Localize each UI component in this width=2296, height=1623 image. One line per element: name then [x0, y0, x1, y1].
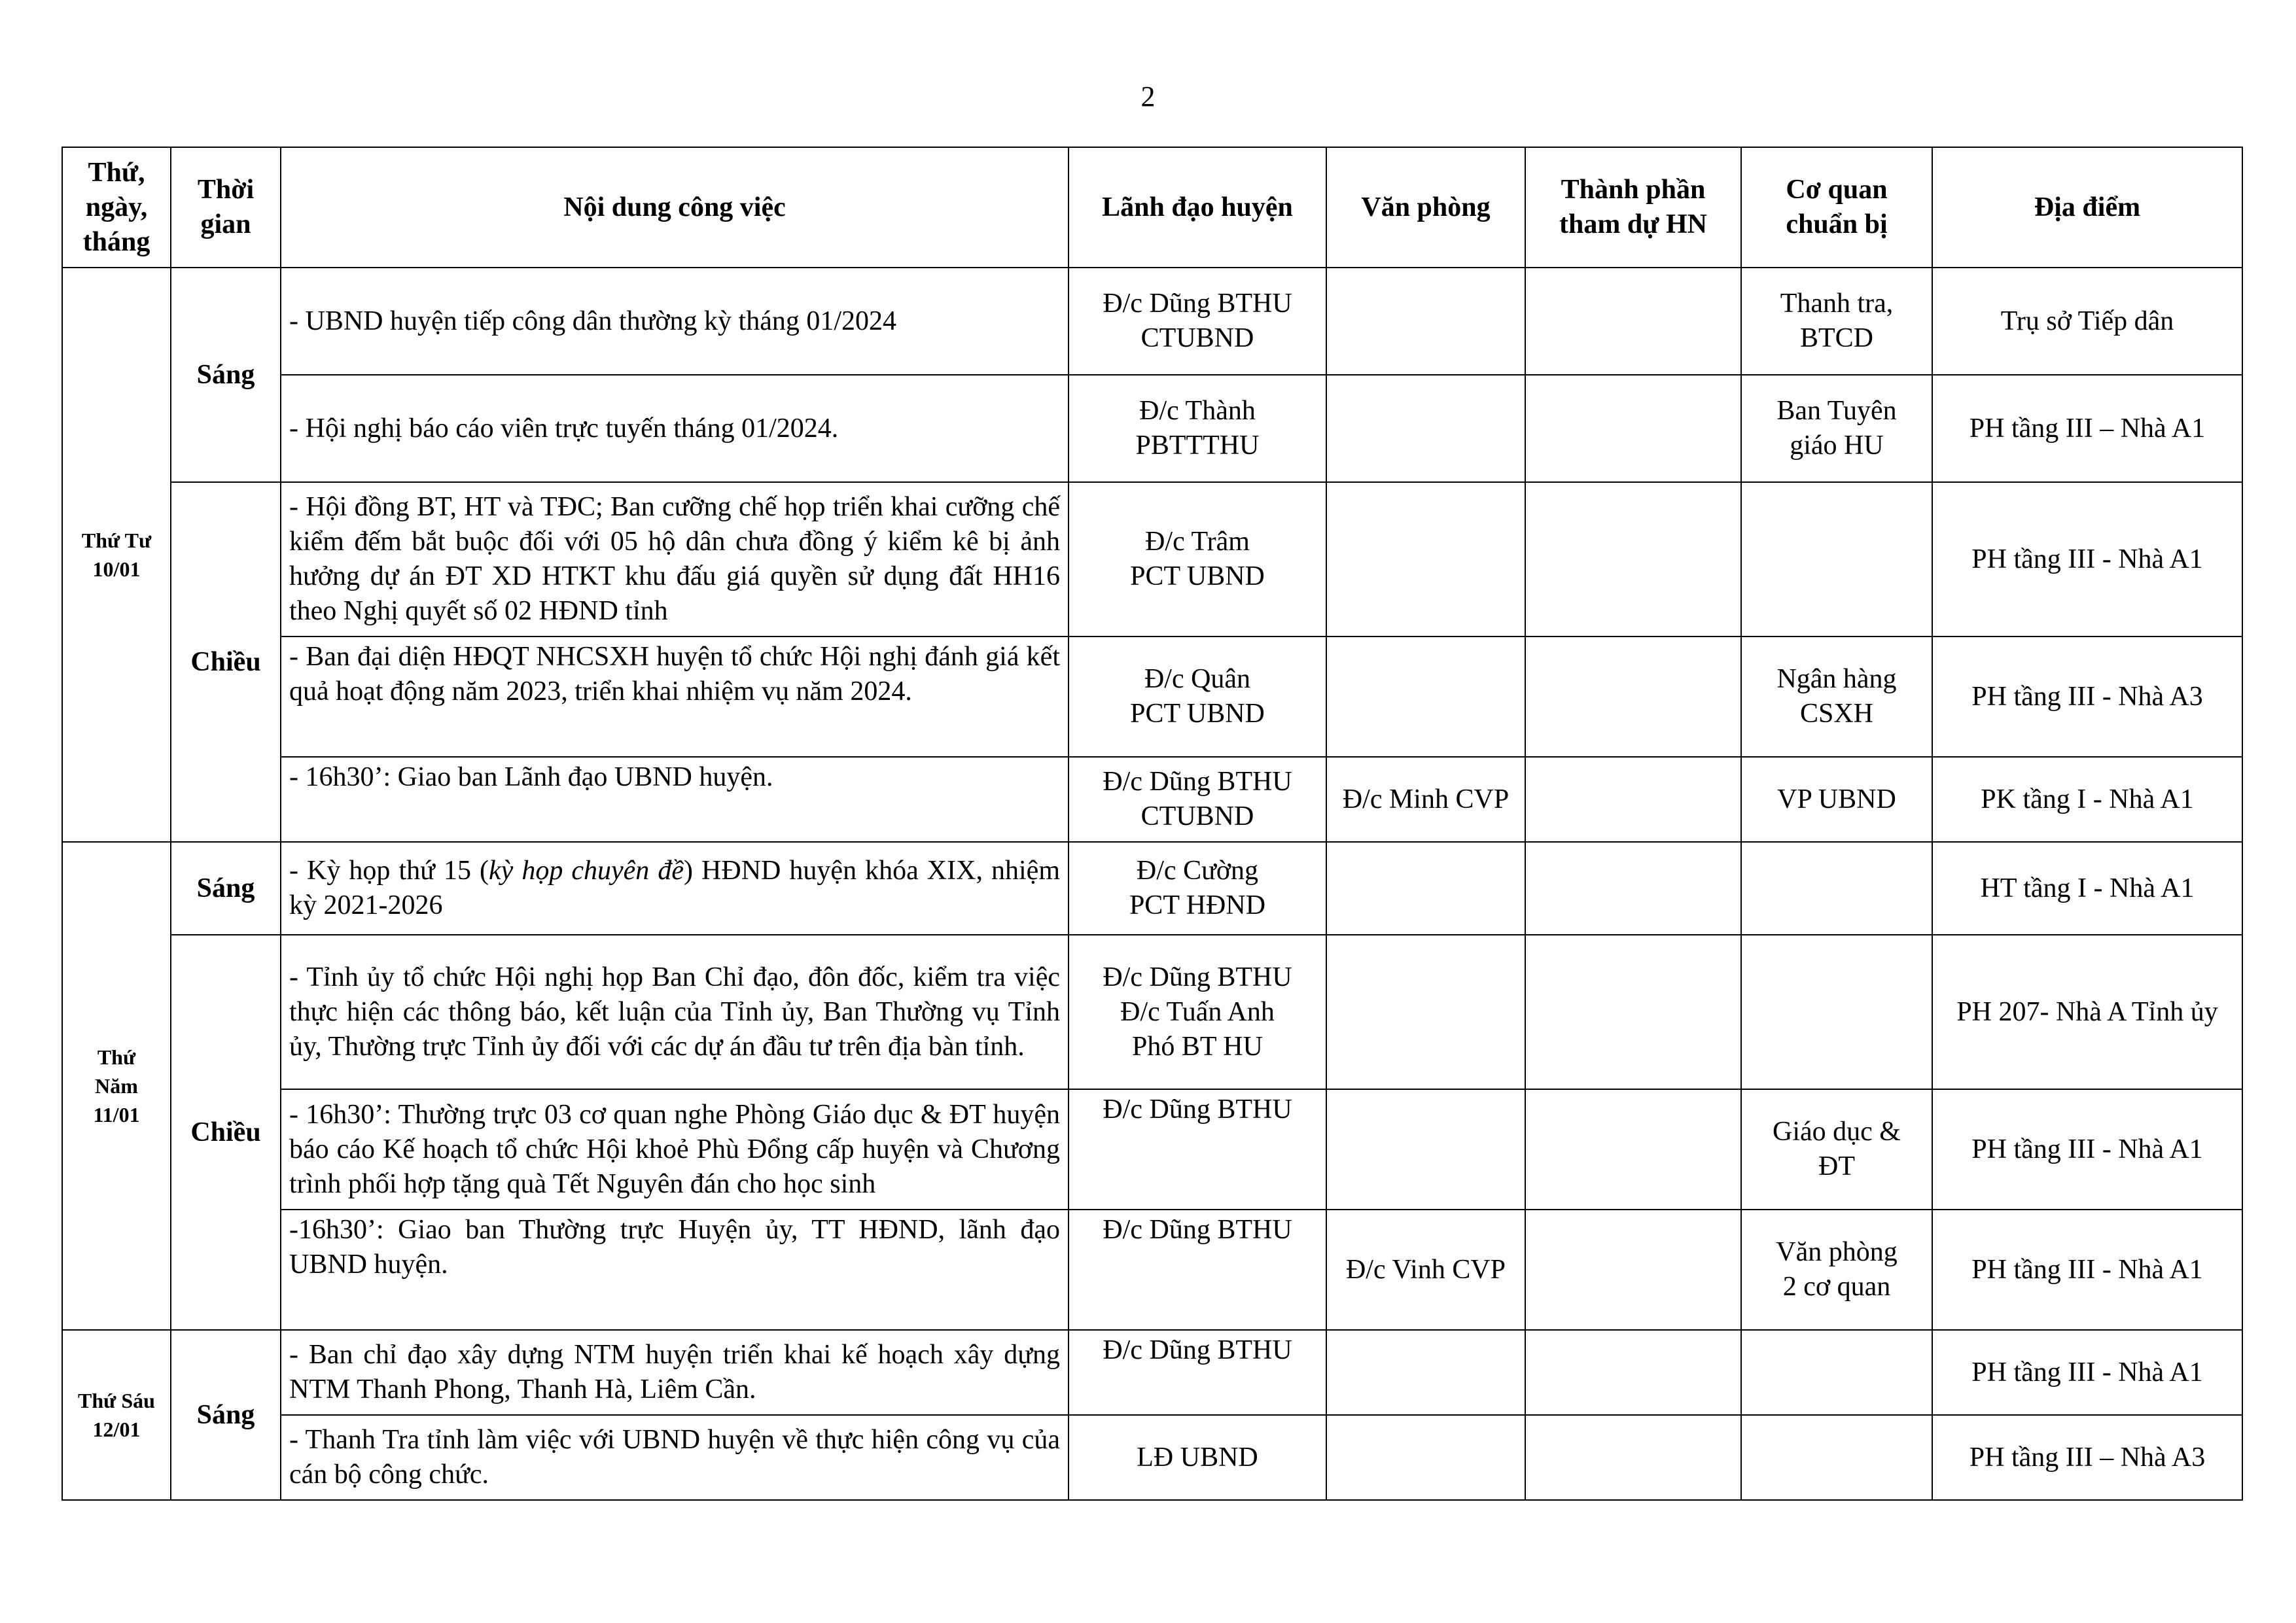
participants-cell	[1525, 268, 1741, 375]
content-cell: - UBND huyện tiếp công dân thường kỳ tháng 01/2024	[281, 268, 1069, 375]
prep-cell	[1741, 842, 1932, 935]
leader-cell: Đ/c Cường PCT HĐND	[1069, 842, 1326, 935]
table-row	[62, 268, 2242, 375]
weekly-schedule-table	[62, 147, 2243, 1501]
participants-cell	[1525, 1210, 1741, 1330]
leader-cell: Đ/c Dũng BTHU CTUBND	[1069, 757, 1326, 842]
header-location: Địa điểm	[1932, 147, 2242, 268]
office-cell: Đ/c Minh CVP	[1326, 757, 1525, 842]
period-afternoon: Chiều	[171, 935, 281, 1330]
location-cell: PH 207- Nhà A Tỉnh ủy	[1932, 935, 2242, 1089]
leader-cell: Đ/c Dũng BTHU CTUBND	[1069, 268, 1326, 375]
prep-cell	[1741, 1330, 1932, 1415]
location-cell: Trụ sở Tiếp dân	[1932, 268, 2242, 375]
header-day: Thứ, ngày, tháng	[62, 147, 171, 268]
content-cell: - Tỉnh ủy tổ chức Hội nghị họp Ban Chỉ đạo, đôn đốc, kiểm tra việc thực hiện các thông báo, kết luận của Tỉnh ủy, Ban Thường vụ Tỉnh ủy, Thường trực Tỉnh ủy đối với các dự án đầu tư trên địa bàn tỉnh.	[281, 935, 1069, 1089]
location-cell: PH tầng III - Nhà A1	[1932, 482, 2242, 637]
participants-cell	[1525, 637, 1741, 757]
prep-cell: Thanh tra, BTCD	[1741, 268, 1932, 375]
day-cell-fri: Thứ Sáu 12/01	[62, 1330, 171, 1500]
table-row	[62, 1415, 2242, 1500]
participants-cell	[1525, 1330, 1741, 1415]
content-cell: - Hội nghị báo cáo viên trực tuyến tháng 01/2024.	[281, 375, 1069, 482]
prep-cell	[1741, 1415, 1932, 1500]
office-cell	[1326, 375, 1525, 482]
header-participants: Thành phần tham dự HN	[1525, 147, 1741, 268]
office-cell	[1326, 1330, 1525, 1415]
period-morning: Sáng	[171, 842, 281, 935]
table-row	[62, 1089, 2242, 1210]
day-cell-wed: Thứ Tư 10/01	[62, 268, 171, 842]
participants-cell	[1525, 1089, 1741, 1210]
day-cell-thu: Thứ Năm 11/01	[62, 842, 171, 1330]
participants-cell	[1525, 935, 1741, 1089]
prep-cell	[1741, 482, 1932, 637]
leader-cell: Đ/c Quân PCT UBND	[1069, 637, 1326, 757]
office-cell	[1326, 268, 1525, 375]
location-cell: PH tầng III - Nhà A1	[1932, 1330, 2242, 1415]
leader-cell: Đ/c Thành PBTTTHU	[1069, 375, 1326, 482]
header-prep: Cơ quan chuẩn bị	[1741, 147, 1932, 268]
location-cell: PH tầng III – Nhà A3	[1932, 1415, 2242, 1500]
content-cell: -16h30’: Giao ban Thường trực Huyện ủy, TT HĐND, lãnh đạo UBND huyện.	[281, 1210, 1069, 1330]
period-morning: Sáng	[171, 268, 281, 482]
prep-cell: Ngân hàng CSXH	[1741, 637, 1932, 757]
leader-cell: LĐ UBND	[1069, 1415, 1326, 1500]
office-cell	[1326, 1415, 1525, 1500]
location-cell: PH tầng III - Nhà A1	[1932, 1089, 2242, 1210]
prep-cell: Giáo dục & ĐT	[1741, 1089, 1932, 1210]
table-row	[62, 375, 2242, 482]
office-cell	[1326, 482, 1525, 637]
table-row	[62, 842, 2242, 935]
table-row	[62, 482, 2242, 637]
content-cell: - Ban chỉ đạo xây dựng NTM huyện triển khai kế hoạch xây dựng NTM Thanh Phong, Thanh Hà, Liêm Cần.	[281, 1330, 1069, 1415]
office-cell: Đ/c Vinh CVP	[1326, 1210, 1525, 1330]
header-row	[62, 147, 2242, 268]
period-morning: Sáng	[171, 1330, 281, 1500]
prep-cell: Văn phòng 2 cơ quan	[1741, 1210, 1932, 1330]
header-office: Văn phòng	[1326, 147, 1525, 268]
prep-cell: VP UBND	[1741, 757, 1932, 842]
participants-cell	[1525, 482, 1741, 637]
table-row	[62, 1330, 2242, 1415]
content-cell: - 16h30’: Giao ban Lãnh đạo UBND huyện.	[281, 757, 1069, 842]
content-cell: - 16h30’: Thường trực 03 cơ quan nghe Phòng Giáo dục & ĐT huyện báo cáo Kế hoạch tổ chức Hội khoẻ Phù Đổng cấp huyện và Chương trình phối hợp tặng quà Tết Nguyên đán cho học sinh	[281, 1089, 1069, 1210]
office-cell	[1326, 842, 1525, 935]
header-leader: Lãnh đạo huyện	[1069, 147, 1326, 268]
leader-cell: Đ/c Dũng BTHU	[1069, 1330, 1326, 1415]
table-row	[62, 757, 2242, 842]
prep-cell: Ban Tuyên giáo HU	[1741, 375, 1932, 482]
content-cell: - Ban đại diện HĐQT NHCSXH huyện tổ chức Hội nghị đánh giá kết quả hoạt động năm 2023, triển khai nhiệm vụ năm 2024.	[281, 637, 1069, 757]
leader-cell: Đ/c Dũng BTHU	[1069, 1210, 1326, 1330]
content-cell: - Kỳ họp thứ 15 (kỳ họp chuyên đề) HĐND huyện khóa XIX, nhiệm kỳ 2021-2026	[281, 842, 1069, 935]
location-cell: HT tầng I - Nhà A1	[1932, 842, 2242, 935]
office-cell	[1326, 935, 1525, 1089]
participants-cell	[1525, 1415, 1741, 1500]
table-row	[62, 637, 2242, 757]
location-cell: PH tầng III – Nhà A1	[1932, 375, 2242, 482]
office-cell	[1326, 637, 1525, 757]
table-row	[62, 935, 2242, 1089]
leader-cell: Đ/c Dũng BTHU Đ/c Tuấn Anh Phó BT HU	[1069, 935, 1326, 1089]
content-cell: - Hội đồng BT, HT và TĐC; Ban cưỡng chế họp triển khai cưỡng chế kiểm đếm bắt buộc đối với 05 hộ dân chưa đồng ý kiểm kê bị ảnh hưởng dự án ĐT XD HTKT khu đấu giá quyền sử dụng đất HH16 theo Nghị quyết số 02 HĐND tỉnh	[281, 482, 1069, 637]
location-cell: PH tầng III - Nhà A1	[1932, 1210, 2242, 1330]
participants-cell	[1525, 757, 1741, 842]
office-cell	[1326, 1089, 1525, 1210]
participants-cell	[1525, 842, 1741, 935]
content-cell: - Thanh Tra tỉnh làm việc với UBND huyện về thực hiện công vụ của cán bộ công chức.	[281, 1415, 1069, 1500]
participants-cell	[1525, 375, 1741, 482]
location-cell: PK tầng I - Nhà A1	[1932, 757, 2242, 842]
leader-cell: Đ/c Trâm PCT UBND	[1069, 482, 1326, 637]
page-number: 2	[1140, 80, 1156, 113]
location-cell: PH tầng III - Nhà A3	[1932, 637, 2242, 757]
leader-cell: Đ/c Dũng BTHU	[1069, 1089, 1326, 1210]
period-afternoon: Chiều	[171, 482, 281, 842]
header-content: Nội dung công việc	[281, 147, 1069, 268]
table-row	[62, 1210, 2242, 1330]
prep-cell	[1741, 935, 1932, 1089]
header-time: Thời gian	[171, 147, 281, 268]
